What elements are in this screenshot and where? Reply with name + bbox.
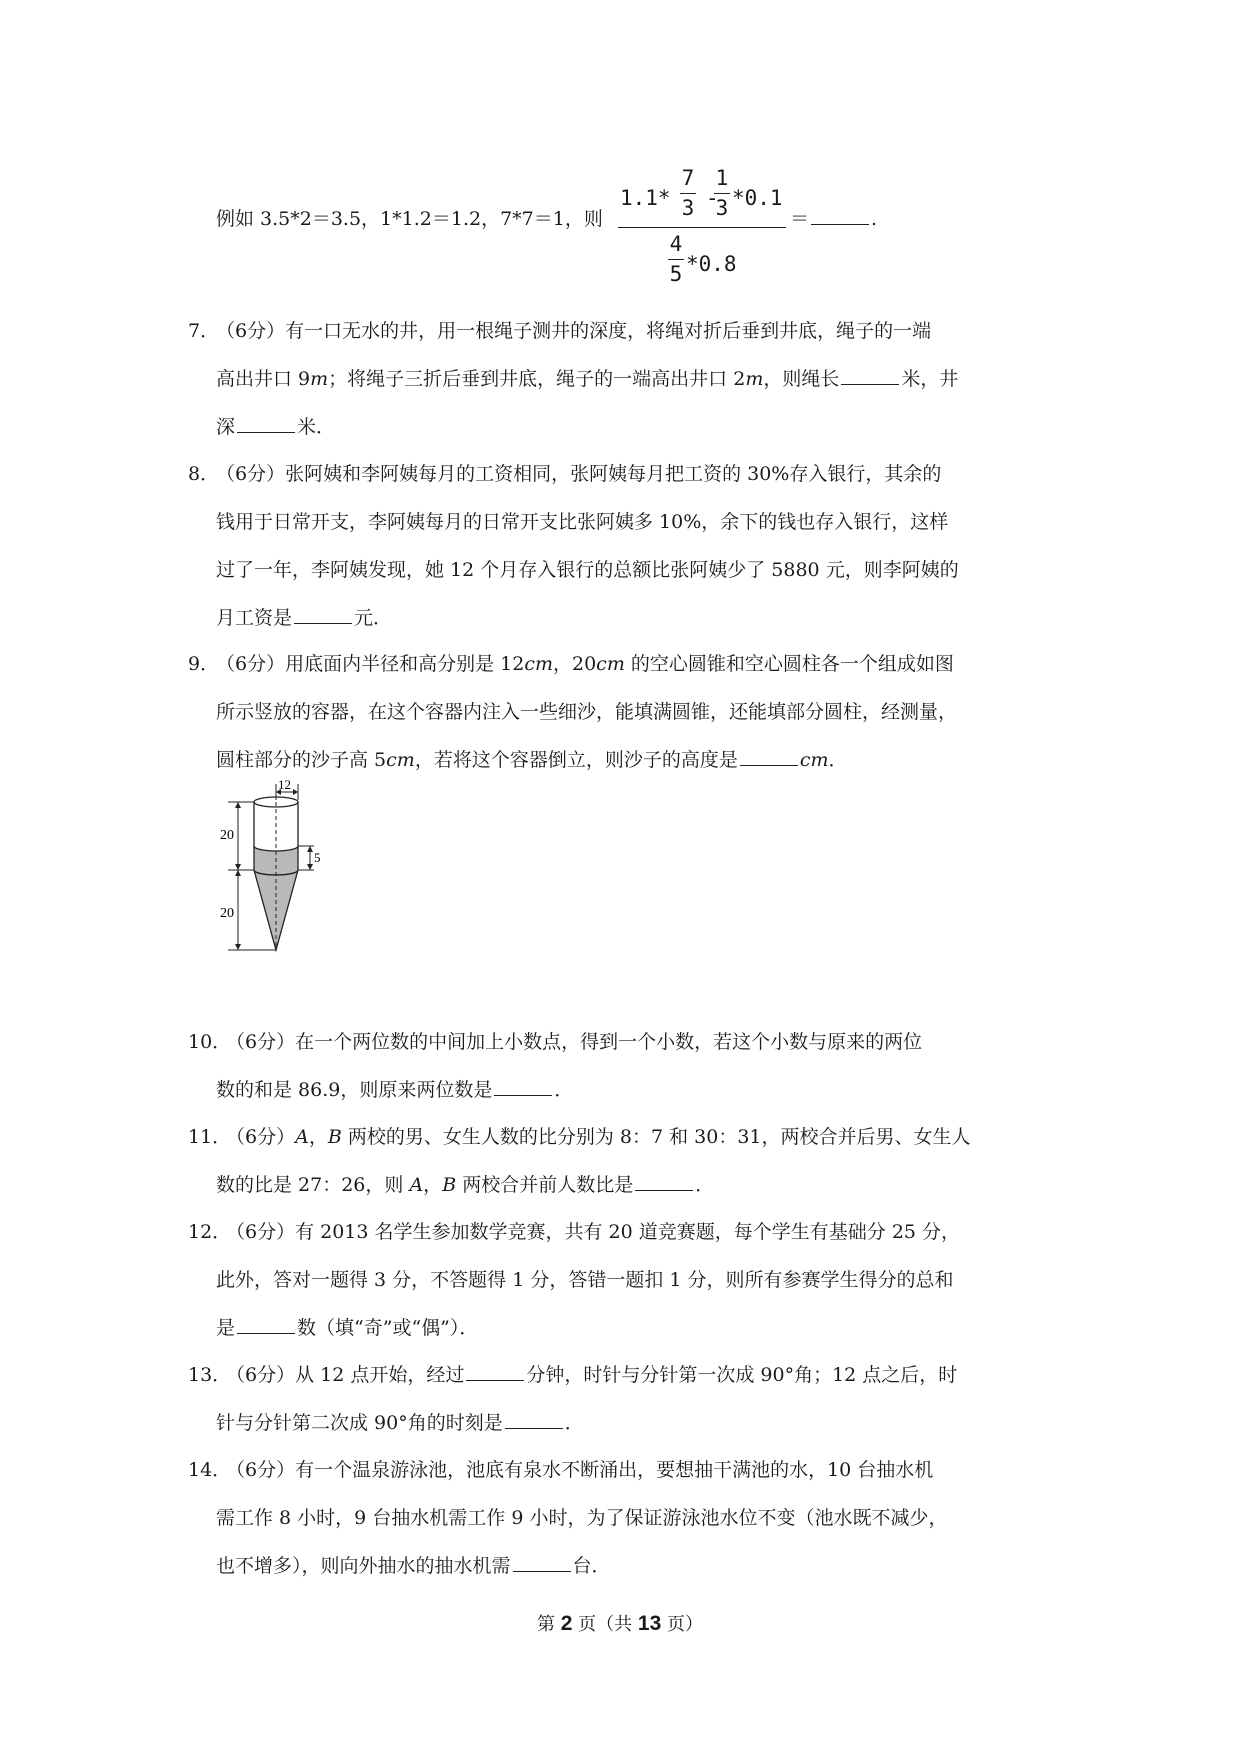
question-line bbox=[216, 699, 957, 725]
question-text: （6分）张阿姨和李阿姨每月的工资相同，张阿姨每月把工资的 30%存入银行，其余的 bbox=[216, 463, 942, 485]
question-text: （6分）有 2013 名学生参加数学竞赛，共有 20 道竞赛题，每个学生有基础分 25 分， bbox=[226, 1221, 961, 1243]
question-text: ． bbox=[564, 1412, 584, 1434]
question-text: ， bbox=[308, 1126, 328, 1148]
question-line bbox=[226, 1219, 960, 1245]
fraction-numerator-b: *0.1 bbox=[732, 186, 783, 210]
fraction-minus: - bbox=[706, 186, 719, 210]
fraction-f2-denominator: 3 bbox=[715, 196, 729, 220]
question-text: m bbox=[310, 368, 329, 390]
question-line bbox=[216, 651, 954, 677]
question-text: cm bbox=[386, 749, 415, 771]
question-number: 10． bbox=[188, 1031, 232, 1053]
question-text: ， bbox=[423, 1174, 443, 1196]
question-line bbox=[226, 1457, 933, 1483]
example-end: . bbox=[871, 208, 878, 230]
answer-blank[interactable] bbox=[513, 1553, 571, 1572]
question-line bbox=[216, 366, 958, 392]
page-footer bbox=[0, 1610, 1240, 1636]
question-number: 7． bbox=[188, 320, 220, 342]
question-text: 也不增多），则向外抽水的抽水机需 bbox=[216, 1555, 511, 1577]
answer-blank[interactable] bbox=[237, 414, 295, 433]
question-line bbox=[216, 747, 848, 773]
question-line bbox=[216, 1315, 478, 1341]
question-text: 两校合并前人数比是 bbox=[456, 1174, 634, 1196]
question-text: 深 bbox=[216, 416, 236, 438]
question-line bbox=[226, 1029, 922, 1055]
question-text: （6分）在一个两位数的中间加上小数点，得到一个小数，若这个小数与原来的两位 bbox=[226, 1031, 923, 1053]
question-line bbox=[216, 461, 941, 487]
question-text: A bbox=[295, 1126, 309, 1148]
question-line bbox=[216, 1410, 584, 1436]
question-text: 高出井口 9 bbox=[216, 368, 311, 390]
footer-total: 13 bbox=[637, 1612, 662, 1635]
footer-mid: 页（共 bbox=[572, 1614, 638, 1635]
fraction-d-denominator: 5 bbox=[669, 262, 683, 286]
question-text: （6分）从 12 点开始，经过 bbox=[226, 1364, 465, 1386]
question-text: ． bbox=[695, 1174, 715, 1196]
question-text: 需工作 8 小时，9 台抽水机需工作 9 小时，为了保证游泳池水位不变（池水既不减少， bbox=[216, 1507, 948, 1529]
footer-pre: 第 bbox=[537, 1614, 561, 1635]
question-text: ，若将这个容器倒立，则沙子的高度是 bbox=[414, 749, 738, 771]
question-number: 13． bbox=[188, 1364, 232, 1386]
label-top: 12 bbox=[278, 780, 291, 792]
question-text: ，则绳长 bbox=[763, 368, 840, 390]
question-text: 是 bbox=[216, 1317, 236, 1339]
answer-blank[interactable] bbox=[841, 366, 899, 385]
fraction-f1-denominator: 3 bbox=[681, 196, 695, 220]
example-equals: ＝ bbox=[790, 208, 810, 230]
fraction-denominator-b: *0.8 bbox=[686, 252, 737, 276]
question-line bbox=[216, 605, 392, 631]
question-number: 11． bbox=[188, 1126, 232, 1148]
question-text: 的空心圆锥和空心圆柱各一个组成如图 bbox=[624, 653, 954, 675]
question-line bbox=[216, 414, 335, 440]
question-text: B bbox=[327, 1126, 342, 1148]
question-text: （6分）有一个温泉游泳池，池底有泉水不断涌出，要想抽干满池的水，10 台抽水机 bbox=[226, 1459, 934, 1481]
example-suffix bbox=[790, 206, 877, 232]
question-text: cm bbox=[799, 749, 829, 771]
question-line bbox=[226, 1362, 957, 1388]
example-text bbox=[216, 206, 603, 232]
footer-post: 页） bbox=[661, 1614, 703, 1635]
question-text: 钱用于日常开支，李阿姨每月的日常开支比张阿姨多 10%，余下的钱也存入银行，这样 bbox=[216, 511, 949, 533]
question-text: （6分）用底面内半径和高分别是 12 bbox=[216, 653, 525, 675]
fraction-f1-numerator: 7 bbox=[681, 166, 695, 190]
answer-blank[interactable] bbox=[505, 1410, 563, 1429]
question-text: 数（填“奇”或“偶”）． bbox=[297, 1317, 479, 1339]
example-prefix: 例如 3.5*2＝3.5，1*1.2＝1.2，7*7＝1，则 bbox=[216, 208, 603, 230]
answer-blank[interactable] bbox=[740, 747, 798, 766]
question-line bbox=[216, 1077, 573, 1103]
question-text: A bbox=[409, 1174, 424, 1196]
question-line bbox=[216, 509, 948, 535]
question-line bbox=[216, 557, 959, 583]
fraction-d-bar bbox=[668, 259, 684, 260]
question-number: 9． bbox=[188, 653, 220, 675]
question-text: 针与分针第二次成 90°角的时刻是 bbox=[216, 1412, 503, 1434]
question-text: ，20 bbox=[552, 653, 597, 675]
answer-blank[interactable] bbox=[811, 206, 869, 225]
fraction-main-bar bbox=[618, 227, 786, 228]
example-fraction bbox=[618, 160, 786, 286]
label-lower: 20 bbox=[220, 906, 234, 921]
question-line bbox=[216, 1172, 714, 1198]
question-text: 此外，答对一题得 3 分，不答题得 1 分，答错一题扣 1 分，则所有参赛学生得分的总和 bbox=[216, 1269, 954, 1291]
question-line bbox=[216, 1505, 947, 1531]
answer-blank[interactable] bbox=[294, 605, 352, 624]
question-text: 圆柱部分的沙子高 5 bbox=[216, 749, 387, 771]
question-text: B bbox=[442, 1174, 457, 1196]
question-text: m bbox=[745, 368, 764, 390]
question-text: （6分） bbox=[226, 1126, 296, 1148]
footer-page: 2 bbox=[560, 1612, 573, 1635]
question-text: 元． bbox=[354, 607, 393, 629]
answer-blank[interactable] bbox=[494, 1077, 552, 1096]
question-text: cm bbox=[596, 653, 625, 675]
question-text: （6分）有一口无水的井，用一根绳子测井的深度，将绳对折后垂到井底，绳子的一端 bbox=[216, 320, 932, 342]
question-number: 12． bbox=[188, 1221, 232, 1243]
answer-blank[interactable] bbox=[635, 1172, 693, 1191]
fraction-numerator-a: 1.1* bbox=[620, 186, 671, 210]
question-text: ；将绳子三折后垂到井底，绳子的一端高出井口 2 bbox=[328, 368, 746, 390]
question-line bbox=[216, 318, 931, 344]
question-text: ． bbox=[554, 1079, 574, 1101]
label-upper: 20 bbox=[220, 828, 234, 843]
fraction-d-numerator: 4 bbox=[669, 232, 683, 256]
question-text: 过了一年，李阿姨发现，她 12 个月存入银行的总额比张阿姨少了 5880 元，则李阿姨的 bbox=[216, 559, 959, 581]
question-text: 所示竖放的容器，在这个容器内注入一些细沙，能填满圆锥，还能填部分圆柱，经测量， bbox=[216, 701, 958, 723]
fraction-f1-bar bbox=[680, 193, 696, 194]
question-line bbox=[216, 1553, 611, 1579]
question-text: 两校的男、女生人数的比分别为 8：7 和 30：31，两校合并后男、女生人 bbox=[341, 1126, 971, 1148]
question-number: 14． bbox=[188, 1459, 232, 1481]
container-figure bbox=[214, 780, 374, 980]
question-number: 8． bbox=[188, 463, 220, 485]
question-text: 米． bbox=[297, 416, 336, 438]
question-line bbox=[216, 1267, 954, 1293]
question-text: 数的和是 86.9，则原来两位数是 bbox=[216, 1079, 493, 1101]
question-text: 米，井 bbox=[901, 368, 959, 390]
fraction-f2-numerator: 1 bbox=[715, 166, 729, 190]
question-text: ． bbox=[828, 749, 848, 771]
answer-blank[interactable] bbox=[237, 1315, 295, 1334]
fraction-f2-bar bbox=[714, 193, 730, 194]
label-sand: 5 bbox=[314, 850, 321, 865]
question-text: 月工资是 bbox=[216, 607, 293, 629]
question-text: 数的比是 27：26，则 bbox=[216, 1174, 410, 1196]
answer-blank[interactable] bbox=[466, 1362, 524, 1381]
question-text: cm bbox=[524, 653, 553, 675]
question-line bbox=[226, 1124, 971, 1150]
question-text: 分钟，时针与分针第一次成 90°角；12 点之后，时 bbox=[526, 1364, 958, 1386]
question-text: 台． bbox=[572, 1555, 611, 1577]
